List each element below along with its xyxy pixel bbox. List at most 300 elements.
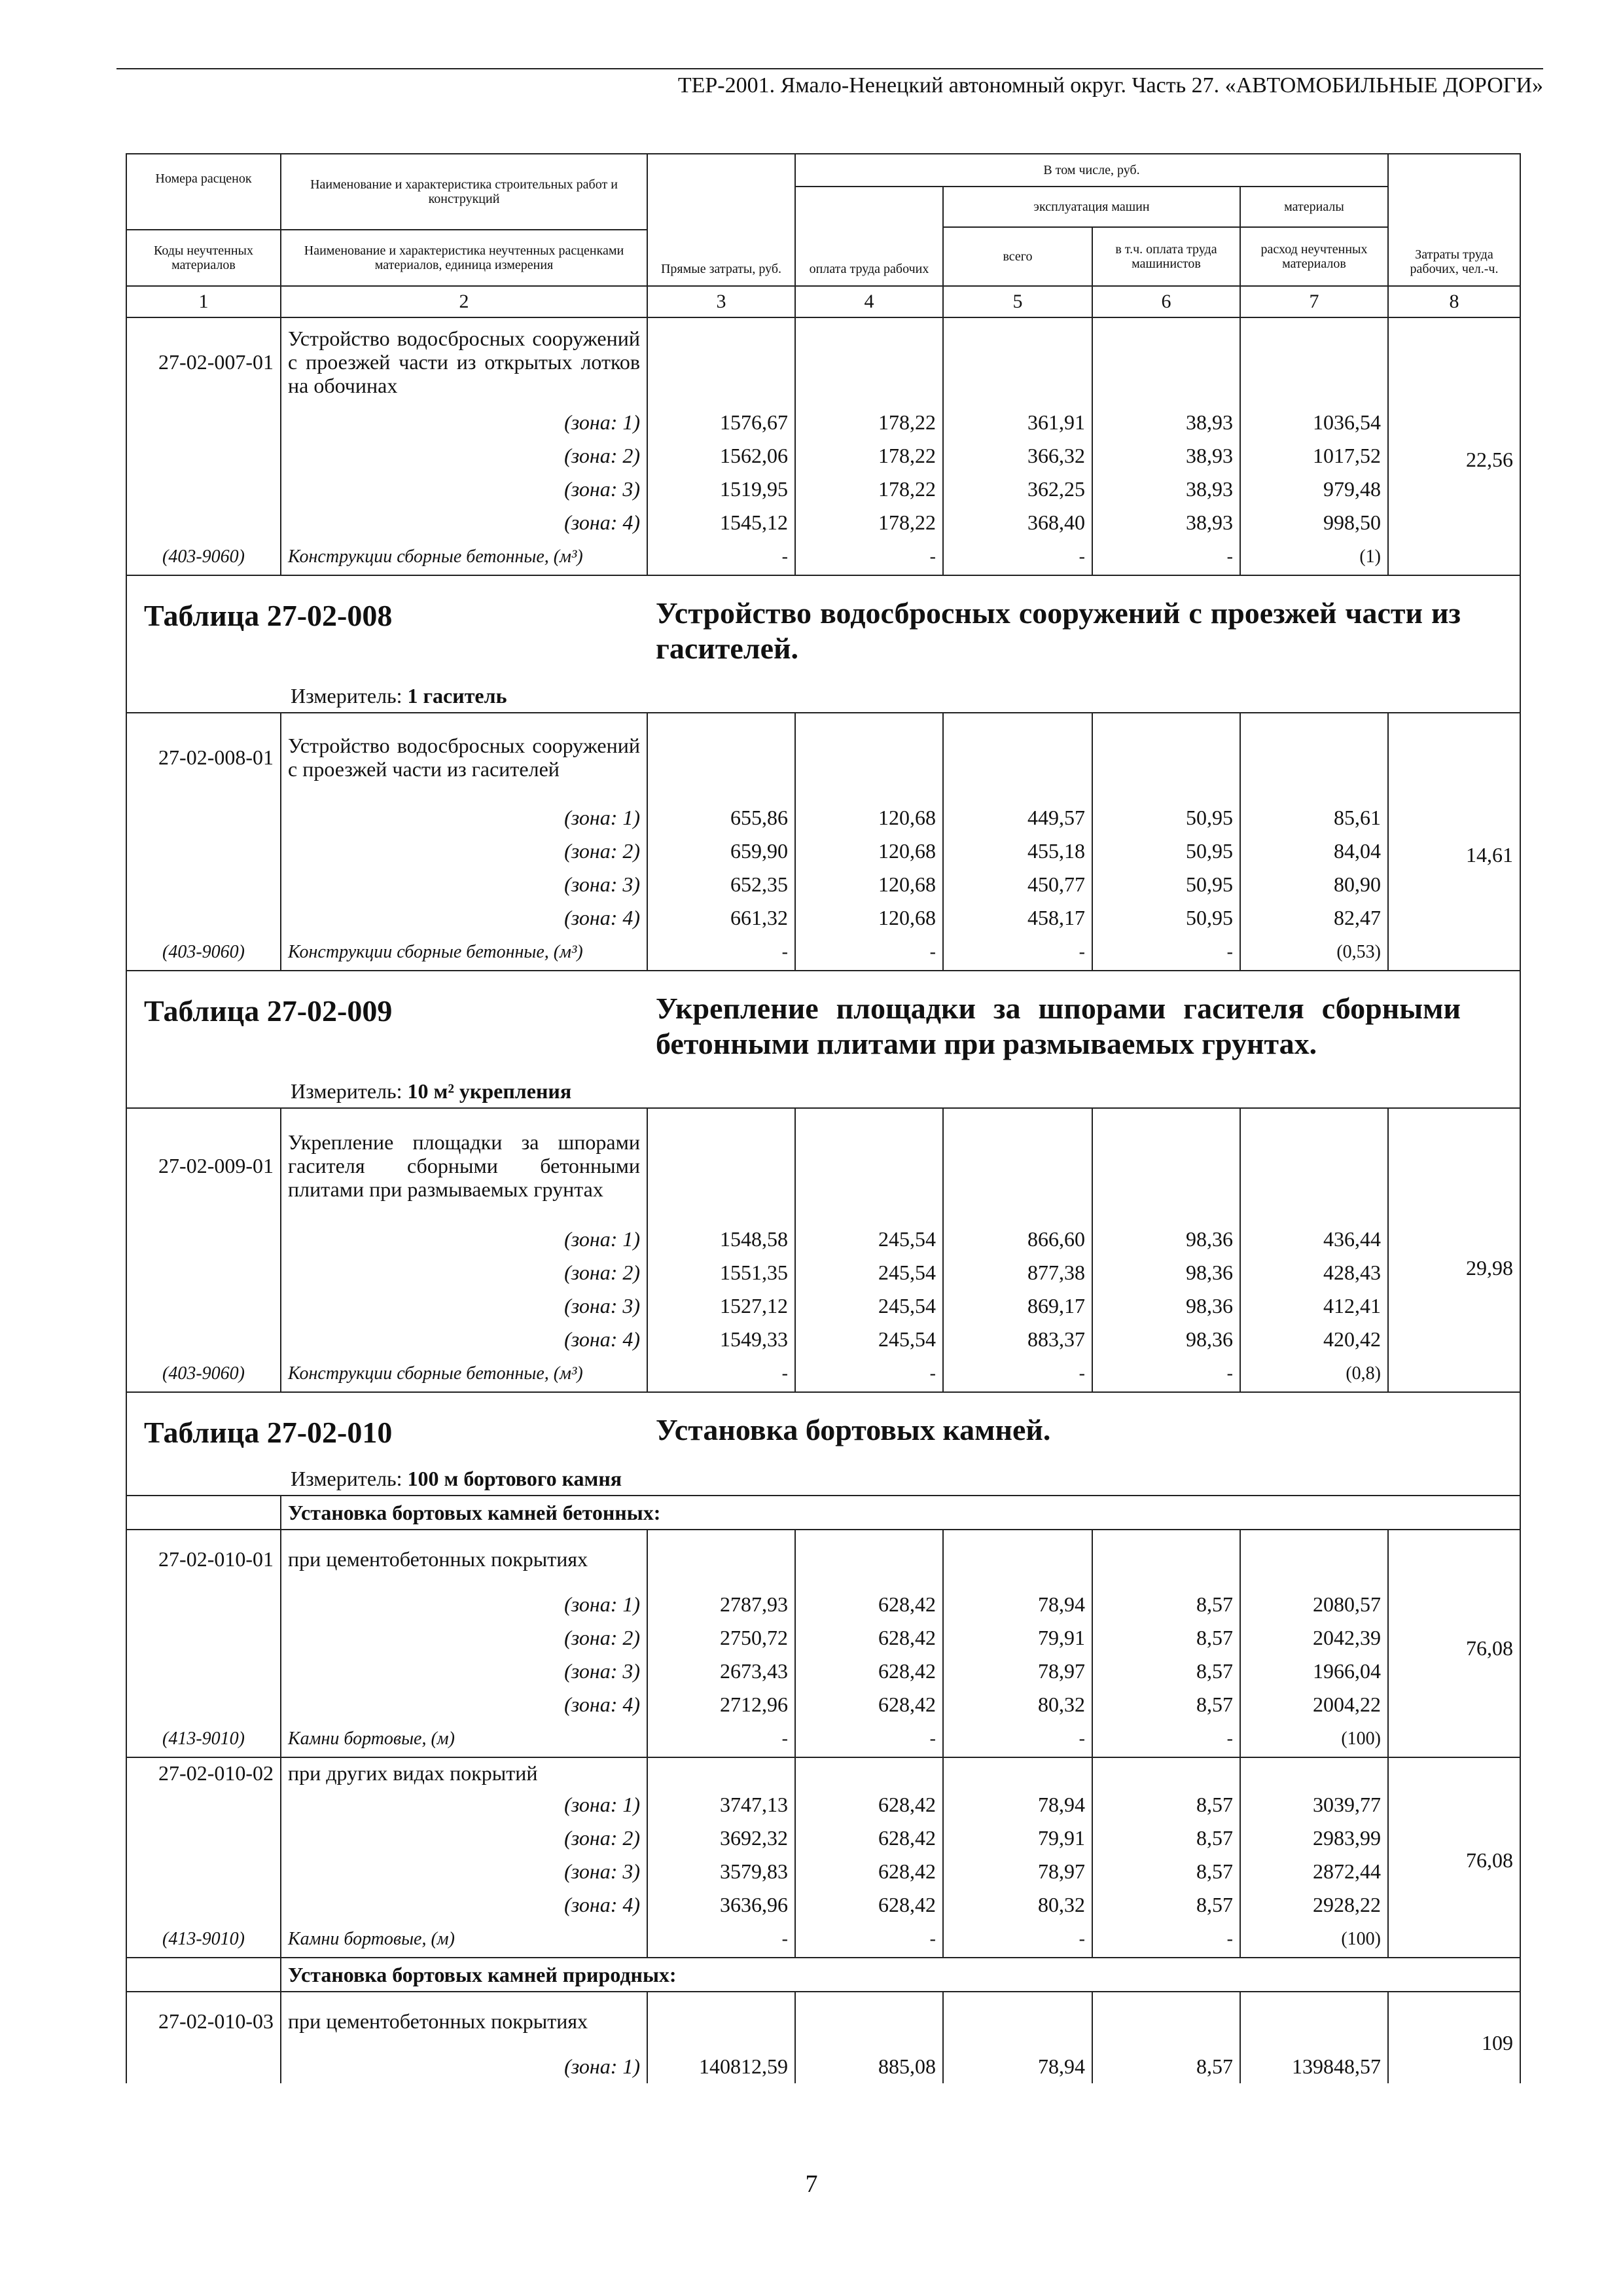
measure-line: [291, 684, 507, 708]
direct-cost: 1548,58: [647, 1223, 795, 1256]
col4-header: оплата труда рабочих: [795, 187, 943, 286]
item-row: [126, 1992, 1520, 2050]
wage-cost: 178,22: [795, 406, 943, 439]
direct-cost: 2787,93: [647, 1588, 795, 1621]
measure-value: 100 м бортового камня: [407, 1467, 622, 1490]
zone-label: (зона: 1): [281, 2050, 647, 2083]
material-row: [126, 1356, 1520, 1392]
zone-label: (зона: 2): [281, 1256, 647, 1289]
direct-cost: 655,86: [647, 801, 795, 834]
zone-label: (зона: 1): [281, 1223, 647, 1256]
machine-cost: 450,77: [943, 868, 1092, 901]
zone-label: (зона: 2): [281, 439, 647, 473]
direct-cost: 2673,43: [647, 1655, 795, 1688]
machinist-wage: 8,57: [1092, 1821, 1240, 1855]
item-row: [126, 1108, 1520, 1223]
machinist-wage: 50,95: [1092, 868, 1240, 901]
wage-cost: 628,42: [795, 1655, 943, 1688]
wage-cost: 628,42: [795, 1821, 943, 1855]
wage-cost: 628,42: [795, 1788, 943, 1821]
machine-cost: 362,25: [943, 473, 1092, 506]
empty-cell: [126, 801, 281, 834]
dash-cell: -: [943, 1922, 1092, 1958]
wage-cost: 245,54: [795, 1289, 943, 1323]
wage-cost: 120,68: [795, 901, 943, 935]
material-code: (413-9010): [126, 1922, 281, 1958]
machine-cost: 361,91: [943, 406, 1092, 439]
empty-cell: [943, 1757, 1092, 1788]
material-cost: 1966,04: [1240, 1655, 1388, 1688]
col2-bottom-label: Наименование и характеристика неучтенных расценками материалов, единица измерения: [281, 230, 647, 286]
direct-cost: 1576,67: [647, 406, 795, 439]
machinist-wage: 98,36: [1092, 1256, 1240, 1289]
machine-cost: 79,91: [943, 1821, 1092, 1855]
table-number: Таблица 27-02-008: [144, 599, 393, 632]
empty-cell: [795, 1757, 943, 1788]
machinist-wage: 8,57: [1092, 1788, 1240, 1821]
wage-cost: 120,68: [795, 868, 943, 901]
zone-label: (зона: 4): [281, 1688, 647, 1721]
machine-cost: 80,32: [943, 1688, 1092, 1721]
empty-cell: [795, 1530, 943, 1588]
material-cost: 998,50: [1240, 506, 1388, 539]
empty-cell: [126, 1496, 281, 1530]
machinist-wage: 8,57: [1092, 1655, 1240, 1688]
zone-row: [126, 901, 1520, 935]
machinist-wage: 98,36: [1092, 1289, 1240, 1323]
machine-cost: 366,32: [943, 439, 1092, 473]
empty-cell: [1092, 1108, 1240, 1223]
wage-cost: 120,68: [795, 801, 943, 834]
item-row: [126, 713, 1520, 801]
empty-cell: [1240, 317, 1388, 406]
machine-cost: 869,17: [943, 1289, 1092, 1323]
col6-header: в т.ч. оплата труда машинистов: [1092, 227, 1240, 286]
zone-label: (зона: 4): [281, 506, 647, 539]
col2-top-label: Наименование и характеристика строительных работ и конструкций: [310, 177, 618, 206]
item-row: [126, 317, 1520, 406]
labor-cost: 76,08: [1388, 1757, 1520, 1958]
empty-cell: [795, 1992, 943, 2050]
direct-cost: 3579,83: [647, 1855, 795, 1888]
zone-row: [126, 1888, 1520, 1922]
empty-cell: [126, 1588, 281, 1621]
zone-row: [126, 1821, 1520, 1855]
labor-cost: 14,61: [1388, 713, 1520, 971]
col8-header: Затраты труда рабочих, чел.-ч.: [1388, 154, 1520, 286]
zone-row: [126, 1223, 1520, 1256]
dash-cell: -: [1092, 935, 1240, 971]
page-number: 7: [805, 2170, 818, 2198]
empty-cell: [126, 1958, 281, 1992]
work-name: Устройство водосбросных сооружений с проезжей части из гасителей: [281, 713, 647, 801]
work-name: при других видах покрытий: [281, 1757, 647, 1788]
table-title: Устройство водосбросных сооружений с проезжей части из гасителей.: [656, 596, 1461, 665]
table-number: Таблица 27-02-009: [144, 994, 393, 1028]
direct-cost: 661,32: [647, 901, 795, 935]
material-cost: 2004,22: [1240, 1688, 1388, 1721]
material-code: (403-9060): [126, 539, 281, 575]
zone-row: [126, 1588, 1520, 1621]
empty-cell: [1240, 1108, 1388, 1223]
empty-cell: [943, 1992, 1092, 2050]
direct-cost: 652,35: [647, 868, 795, 901]
empty-cell: [126, 901, 281, 935]
direct-cost: 3747,13: [647, 1788, 795, 1821]
zone-label: (зона: 3): [281, 473, 647, 506]
zone-label: (зона: 4): [281, 1888, 647, 1922]
material-code: (413-9010): [126, 1721, 281, 1757]
zone-row: [126, 1788, 1520, 1821]
wage-cost: 628,42: [795, 1588, 943, 1621]
empty-cell: [1240, 713, 1388, 801]
zone-label: (зона: 3): [281, 1289, 647, 1323]
material-qty: (0,53): [1240, 935, 1388, 971]
machinist-wage: 50,95: [1092, 834, 1240, 868]
zone-label: (зона: 3): [281, 1855, 647, 1888]
direct-cost: 1545,12: [647, 506, 795, 539]
column-number: 1: [126, 286, 281, 317]
measure-line: [291, 1467, 622, 1491]
empty-cell: [1092, 713, 1240, 801]
material-cost: 82,47: [1240, 901, 1388, 935]
material-name: Конструкции сборные бетонные, (м³): [281, 539, 647, 575]
column-number: 7: [1240, 286, 1388, 317]
zone-label: (зона: 2): [281, 1621, 647, 1655]
table-number: Таблица 27-02-010: [144, 1416, 393, 1449]
dash-cell: -: [1092, 1922, 1240, 1958]
empty-cell: [126, 1323, 281, 1356]
zone-label: (зона: 1): [281, 801, 647, 834]
empty-cell: [126, 1688, 281, 1721]
dash-cell: -: [795, 1356, 943, 1392]
price-table: [126, 153, 1521, 2083]
empty-cell: [1240, 1530, 1388, 1588]
table-heading-cell: [126, 971, 1520, 1108]
empty-cell: [126, 834, 281, 868]
column-number-row: [126, 286, 1520, 317]
empty-cell: [126, 506, 281, 539]
empty-cell: [126, 1788, 281, 1821]
material-name: Конструкции сборные бетонные, (м³): [281, 935, 647, 971]
machinist-wage: 38,93: [1092, 506, 1240, 539]
wage-cost: 120,68: [795, 834, 943, 868]
empty-cell: [126, 439, 281, 473]
zone-row: [126, 1289, 1520, 1323]
wage-cost: 178,22: [795, 439, 943, 473]
zone-label: (зона: 1): [281, 406, 647, 439]
zone-row: [126, 473, 1520, 506]
empty-cell: [126, 868, 281, 901]
dash-cell: -: [647, 935, 795, 971]
material-code: (403-9060): [126, 1356, 281, 1392]
material-name: Камни бортовые, (м): [281, 1922, 647, 1958]
empty-cell: [943, 713, 1092, 801]
section-title: Установка бортовых камней бетонных:: [281, 1496, 1520, 1530]
empty-cell: [126, 1223, 281, 1256]
material-cost: 3039,77: [1240, 1788, 1388, 1821]
direct-cost: 140812,59: [647, 2050, 795, 2083]
work-name: Устройство водосбросных сооружений с проезжей части из открытых лотков на обочинах: [281, 317, 647, 406]
machine-cost: 79,91: [943, 1621, 1092, 1655]
direct-cost: 1527,12: [647, 1289, 795, 1323]
work-name: при цементобетонных покрытиях: [281, 1992, 647, 2050]
column-number: 6: [1092, 286, 1240, 317]
material-cost: 428,43: [1240, 1256, 1388, 1289]
dash-cell: -: [647, 539, 795, 575]
machinist-wage: 8,57: [1092, 1688, 1240, 1721]
empty-cell: [1092, 1992, 1240, 2050]
machine-cost: 866,60: [943, 1223, 1092, 1256]
measure-value: 10 м² укрепления: [407, 1079, 572, 1103]
table-body: [126, 286, 1520, 2083]
rate-code: 27-02-010-03: [126, 1992, 281, 2050]
machinist-wage: 8,57: [1092, 1588, 1240, 1621]
empty-cell: [126, 473, 281, 506]
col2-header: [281, 154, 647, 230]
empty-cell: [1240, 1992, 1388, 2050]
dash-cell: -: [647, 1721, 795, 1757]
column-number: 2: [281, 286, 647, 317]
empty-cell: [126, 1621, 281, 1655]
zone-label: (зона: 4): [281, 1323, 647, 1356]
machine-cost: 449,57: [943, 801, 1092, 834]
section-row: [126, 1496, 1520, 1530]
material-qty: (100): [1240, 1721, 1388, 1757]
measure-label: Измеритель:: [291, 1467, 402, 1490]
col3-header: Прямые затраты, руб.: [647, 154, 795, 286]
material-cost: 436,44: [1240, 1223, 1388, 1256]
rate-code: 27-02-007-01: [126, 317, 281, 406]
material-name: Конструкции сборные бетонные, (м³): [281, 1356, 647, 1392]
direct-cost: 1562,06: [647, 439, 795, 473]
direct-cost: 3636,96: [647, 1888, 795, 1922]
empty-cell: [126, 1855, 281, 1888]
machinist-wage: 8,57: [1092, 1621, 1240, 1655]
material-cost: 979,48: [1240, 473, 1388, 506]
measure-value: 1 гаситель: [407, 684, 507, 708]
material-cost: 85,61: [1240, 801, 1388, 834]
material-cost: 139848,57: [1240, 2050, 1388, 2083]
material-cost: 420,42: [1240, 1323, 1388, 1356]
empty-cell: [1240, 1757, 1388, 1788]
machinist-wage: 38,93: [1092, 406, 1240, 439]
section-title: Установка бортовых камней природных:: [281, 1958, 1520, 1992]
machinist-wage: 8,57: [1092, 2050, 1240, 2083]
material-cost: 2042,39: [1240, 1621, 1388, 1655]
machinist-wage: 98,36: [1092, 1323, 1240, 1356]
column-number: 8: [1388, 286, 1520, 317]
dash-cell: -: [647, 1922, 795, 1958]
direct-cost: 2712,96: [647, 1688, 795, 1721]
material-qty: (100): [1240, 1922, 1388, 1958]
machinist-wage: 50,95: [1092, 901, 1240, 935]
wage-cost: 245,54: [795, 1223, 943, 1256]
measure-line: [291, 1079, 571, 1103]
machinist-wage: 98,36: [1092, 1223, 1240, 1256]
zone-row: [126, 1323, 1520, 1356]
dash-cell: -: [943, 539, 1092, 575]
running-header: ТЕР-2001. Ямало-Ненецкий автономный округ. Часть 27. «АВТОМОБИЛЬНЫЕ ДОРОГИ»: [677, 73, 1543, 98]
direct-cost: 3692,32: [647, 1821, 795, 1855]
material-qty: (1): [1240, 539, 1388, 575]
empty-cell: [126, 1256, 281, 1289]
material-cost: 1017,52: [1240, 439, 1388, 473]
empty-cell: [1092, 1530, 1240, 1588]
wage-cost: 628,42: [795, 1888, 943, 1922]
machinist-wage: 8,57: [1092, 1855, 1240, 1888]
zone-label: (зона: 3): [281, 1655, 647, 1688]
rate-code: 27-02-010-02: [126, 1757, 281, 1788]
col1-header: [126, 154, 281, 230]
empty-cell: [943, 1530, 1092, 1588]
section-row: [126, 1958, 1520, 1992]
zone-label: (зона: 3): [281, 868, 647, 901]
direct-cost: 1551,35: [647, 1256, 795, 1289]
zone-row: [126, 406, 1520, 439]
col5-header: всего: [943, 227, 1092, 286]
work-name: при цементобетонных покрытиях: [281, 1530, 647, 1588]
dash-cell: -: [795, 1922, 943, 1958]
table-heading-cell: [126, 575, 1520, 713]
zone-row: [126, 801, 1520, 834]
rate-code: 27-02-009-01: [126, 1108, 281, 1223]
table-heading-row: [126, 971, 1520, 1108]
machines-header: эксплуатация машин: [943, 187, 1240, 227]
rate-code: 27-02-008-01: [126, 713, 281, 801]
empty-cell: [1092, 317, 1240, 406]
material-row: [126, 935, 1520, 971]
empty-cell: [943, 317, 1092, 406]
labor-cost: 109: [1388, 1992, 1520, 2083]
empty-cell: [647, 1108, 795, 1223]
machinist-wage: 50,95: [1092, 801, 1240, 834]
wage-cost: 245,54: [795, 1256, 943, 1289]
material-row: [126, 1721, 1520, 1757]
machine-cost: 78,97: [943, 1855, 1092, 1888]
col1-bottom-label: Коды неучтенных материалов: [126, 230, 281, 286]
incl-header: В том числе, руб.: [795, 154, 1388, 187]
machinist-wage: 38,93: [1092, 473, 1240, 506]
empty-cell: [795, 317, 943, 406]
material-cost: 2080,57: [1240, 1588, 1388, 1621]
empty-cell: [647, 1530, 795, 1588]
header-rule: [116, 68, 1543, 69]
zone-row: [126, 439, 1520, 473]
dash-cell: -: [943, 935, 1092, 971]
zone-label: (зона: 2): [281, 1821, 647, 1855]
wage-cost: 885,08: [795, 2050, 943, 2083]
zone-row: [126, 1688, 1520, 1721]
item-row: [126, 1757, 1520, 1788]
machine-cost: 78,94: [943, 2050, 1092, 2083]
material-name: Камни бортовые, (м): [281, 1721, 647, 1757]
dash-cell: -: [647, 1356, 795, 1392]
work-name: Укрепление площадки за шпорами гасителя сборными бетонными плитами при размываемых грунтах: [281, 1108, 647, 1223]
empty-cell: [1092, 1757, 1240, 1788]
zone-row: [126, 868, 1520, 901]
zone-row: [126, 1256, 1520, 1289]
col7-header: расход неучтенных материалов: [1240, 227, 1388, 286]
table-heading-row: [126, 575, 1520, 713]
empty-cell: [126, 1888, 281, 1922]
wage-cost: 628,42: [795, 1855, 943, 1888]
materials-header: материалы: [1240, 187, 1388, 227]
machine-cost: 78,94: [943, 1788, 1092, 1821]
machine-cost: 455,18: [943, 834, 1092, 868]
machinist-wage: 8,57: [1092, 1888, 1240, 1922]
direct-cost: 1519,95: [647, 473, 795, 506]
table-title: Установка бортовых камней.: [656, 1413, 1051, 1446]
direct-cost: 1549,33: [647, 1323, 795, 1356]
zone-row: [126, 1621, 1520, 1655]
material-row: [126, 539, 1520, 575]
material-row: [126, 1922, 1520, 1958]
direct-cost: 659,90: [647, 834, 795, 868]
zone-label: (зона: 4): [281, 901, 647, 935]
material-cost: 80,90: [1240, 868, 1388, 901]
wage-cost: 178,22: [795, 473, 943, 506]
zone-label: (зона: 1): [281, 1588, 647, 1621]
wage-cost: 628,42: [795, 1621, 943, 1655]
empty-cell: [795, 713, 943, 801]
material-qty: (0,8): [1240, 1356, 1388, 1392]
dash-cell: -: [943, 1721, 1092, 1757]
material-cost: 2983,99: [1240, 1821, 1388, 1855]
measure-label: Измеритель:: [291, 1079, 402, 1103]
zone-row: [126, 506, 1520, 539]
material-cost: 2928,22: [1240, 1888, 1388, 1922]
material-cost: 412,41: [1240, 1289, 1388, 1323]
labor-cost: 29,98: [1388, 1108, 1520, 1392]
empty-cell: [943, 1108, 1092, 1223]
col1-top-label: Номера расценок: [155, 171, 252, 186]
material-cost: 2872,44: [1240, 1855, 1388, 1888]
machine-cost: 458,17: [943, 901, 1092, 935]
empty-cell: [126, 1821, 281, 1855]
machine-cost: 368,40: [943, 506, 1092, 539]
wage-cost: 178,22: [795, 506, 943, 539]
table-title: Укрепление площадки за шпорами гасителя сборными бетонными плитами при размываемых грунтах.: [656, 992, 1461, 1060]
empty-cell: [647, 713, 795, 801]
empty-cell: [647, 317, 795, 406]
dash-cell: -: [1092, 1356, 1240, 1392]
table-header: [126, 154, 1520, 286]
table-heading-row: [126, 1392, 1520, 1496]
wage-cost: 628,42: [795, 1688, 943, 1721]
machine-cost: 883,37: [943, 1323, 1092, 1356]
empty-cell: [126, 1655, 281, 1688]
labor-cost: 76,08: [1388, 1530, 1520, 1757]
column-number: 5: [943, 286, 1092, 317]
dash-cell: -: [943, 1356, 1092, 1392]
dash-cell: -: [1092, 539, 1240, 575]
dash-cell: -: [795, 1721, 943, 1757]
empty-cell: [126, 406, 281, 439]
machine-cost: 78,94: [943, 1588, 1092, 1621]
rate-code: 27-02-010-01: [126, 1530, 281, 1588]
material-cost: 1036,54: [1240, 406, 1388, 439]
item-row: [126, 1530, 1520, 1588]
zone-row: [126, 2050, 1520, 2083]
column-number: 4: [795, 286, 943, 317]
machine-cost: 78,97: [943, 1655, 1092, 1688]
dash-cell: -: [795, 539, 943, 575]
direct-cost: 2750,72: [647, 1621, 795, 1655]
zone-row: [126, 834, 1520, 868]
dash-cell: -: [1092, 1721, 1240, 1757]
machine-cost: 80,32: [943, 1888, 1092, 1922]
